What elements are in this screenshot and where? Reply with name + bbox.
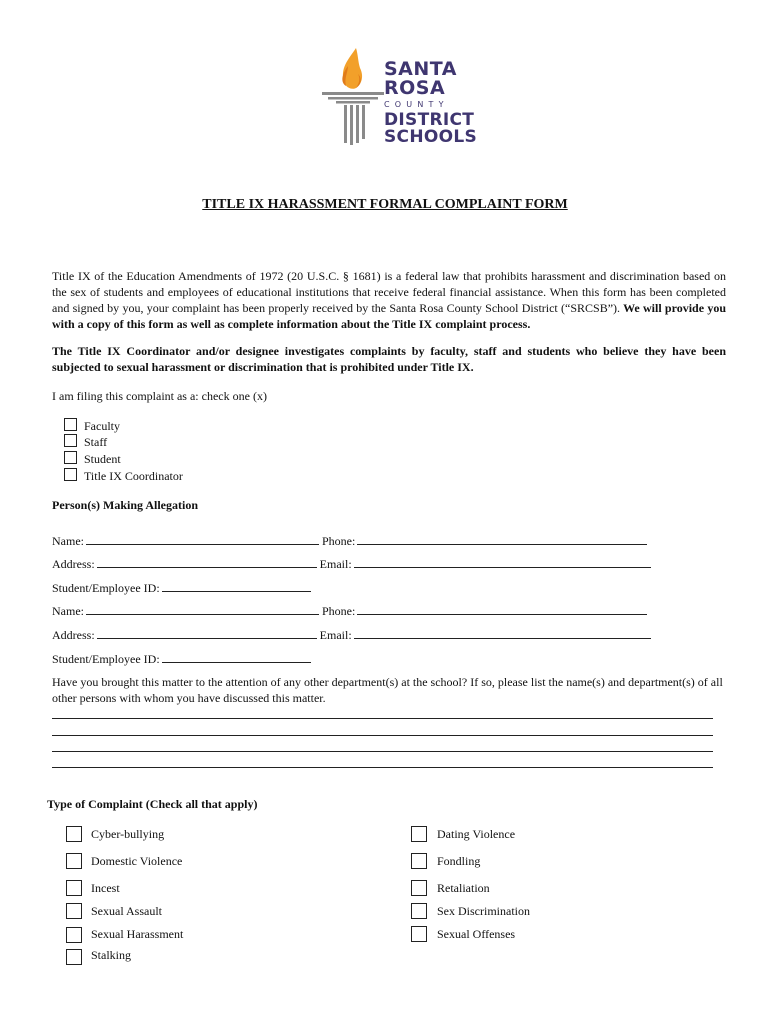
answer-line-2[interactable] (52, 735, 713, 736)
filing-prompt: I am filing this complaint as a: check one (x) (52, 389, 267, 403)
student-checkbox[interactable] (64, 451, 77, 464)
logo-line-4: SCHOOLS (384, 127, 478, 147)
domestic-violence-label: Domestic Violence (91, 854, 183, 868)
domestic-violence-checkbox[interactable] (66, 853, 82, 869)
person1-phone-field[interactable] (357, 533, 647, 545)
person1-id-field[interactable] (162, 580, 311, 592)
staff-label: Staff (84, 435, 108, 449)
person2-address-field[interactable] (97, 627, 317, 639)
torch-icon (318, 44, 388, 146)
incest-label: Incest (91, 881, 120, 895)
person1-email-field[interactable] (354, 556, 651, 568)
person1-address-row (52, 556, 651, 571)
person2-email-field[interactable] (354, 627, 651, 639)
person1-id-row (52, 580, 311, 595)
retaliation-label: Retaliation (437, 881, 490, 895)
sexual-assault-label: Sexual Assault (91, 904, 162, 918)
title-ix-coordinator-checkbox[interactable] (64, 468, 77, 481)
sex-discrimination-checkbox[interactable] (411, 903, 427, 919)
district-logo (318, 44, 478, 146)
phone-label: Phone: (322, 534, 356, 548)
id-label: Student/Employee ID: (52, 581, 160, 595)
person2-name-row (52, 603, 647, 618)
logo-line-1: SANTA ROSA (384, 58, 457, 99)
title-ix-coordinator-label: Title IX Coordinator (84, 469, 183, 483)
answer-line-1[interactable] (52, 718, 713, 719)
sexual-assault-checkbox[interactable] (66, 903, 82, 919)
sex-discrimination-label: Sex Discrimination (437, 904, 530, 918)
retaliation-checkbox[interactable] (411, 880, 427, 896)
faculty-label: Faculty (84, 419, 120, 433)
answer-line-3[interactable] (52, 751, 713, 752)
address-label: Address: (52, 628, 95, 642)
answer-line-4[interactable] (52, 767, 713, 768)
person1-name-row (52, 533, 647, 548)
student-label: Student (84, 452, 121, 466)
id-label: Student/Employee ID: (52, 652, 160, 666)
intro-paragraph (52, 268, 726, 332)
intro-bold-text: We will provide you with a copy of this form as well as complete information about the Title IX complaint process. (52, 301, 726, 331)
dating-violence-checkbox[interactable] (411, 826, 427, 842)
logo-line-3: DISTRICT (384, 110, 475, 130)
person2-phone-field[interactable] (357, 603, 647, 615)
cyber-bullying-checkbox[interactable] (66, 826, 82, 842)
person2-name-field[interactable] (86, 603, 319, 615)
phone-label: Phone: (322, 604, 356, 618)
address-label: Address: (52, 557, 95, 571)
filer-options (64, 418, 264, 488)
person1-name-field[interactable] (86, 533, 319, 545)
logo-line-2: COUNTY (384, 100, 449, 109)
cyber-bullying-label: Cyber-bullying (91, 827, 165, 841)
dating-violence-label: Dating Violence (437, 827, 516, 841)
sexual-harassment-checkbox[interactable] (66, 927, 82, 943)
incest-checkbox[interactable] (66, 880, 82, 896)
sexual-offenses-label: Sexual Offenses (437, 927, 516, 941)
sexual-harassment-label: Sexual Harassment (91, 927, 184, 941)
email-label: Email: (319, 628, 352, 642)
fondling-checkbox[interactable] (411, 853, 427, 869)
form-title: TITLE IX HARASSMENT FORMAL COMPLAINT FORM (202, 197, 568, 212)
complaint-heading: Type of Complaint (Check all that apply) (47, 797, 258, 811)
person2-id-field[interactable] (162, 651, 311, 663)
name-label: Name: (52, 604, 84, 618)
sexual-offenses-checkbox[interactable] (411, 926, 427, 942)
intro-text: Title IX of the Education Amendments of 1972 (20 U.S.C. § 1681) is a federal law that prohibits harassment and discrimination based on the sex of students and employees of educational institutions that receive federal financial assistance. When this form has been completed and signed by you, your complaint has been properly received by the Santa Rosa County School District (“SRCSB”). (52, 269, 726, 315)
other-department-question: Have you brought this matter to the attention of any other department(s) at the school? If so, please list the name(s) and department(s) of all other persons with whom you have discussed this matter. (52, 675, 723, 705)
coordinator-note: The Title IX Coordinator and/or designee investigates complaints by faculty, staff and students who believe they have been subjected to sexual harassment or discrimination that is prohibited under Title IX. (52, 344, 726, 374)
person1-address-field[interactable] (97, 556, 317, 568)
person2-id-row (52, 651, 311, 666)
fondling-label: Fondling (437, 854, 481, 868)
staff-checkbox[interactable] (64, 434, 77, 447)
stalking-checkbox[interactable] (66, 949, 82, 965)
faculty-checkbox[interactable] (64, 418, 77, 431)
name-label: Name: (52, 534, 84, 548)
email-label: Email: (319, 557, 352, 571)
person2-address-row (52, 627, 651, 642)
allegation-heading: Person(s) Making Allegation (52, 498, 198, 512)
logo-wordmark (384, 60, 478, 146)
stalking-label: Stalking (91, 948, 132, 962)
